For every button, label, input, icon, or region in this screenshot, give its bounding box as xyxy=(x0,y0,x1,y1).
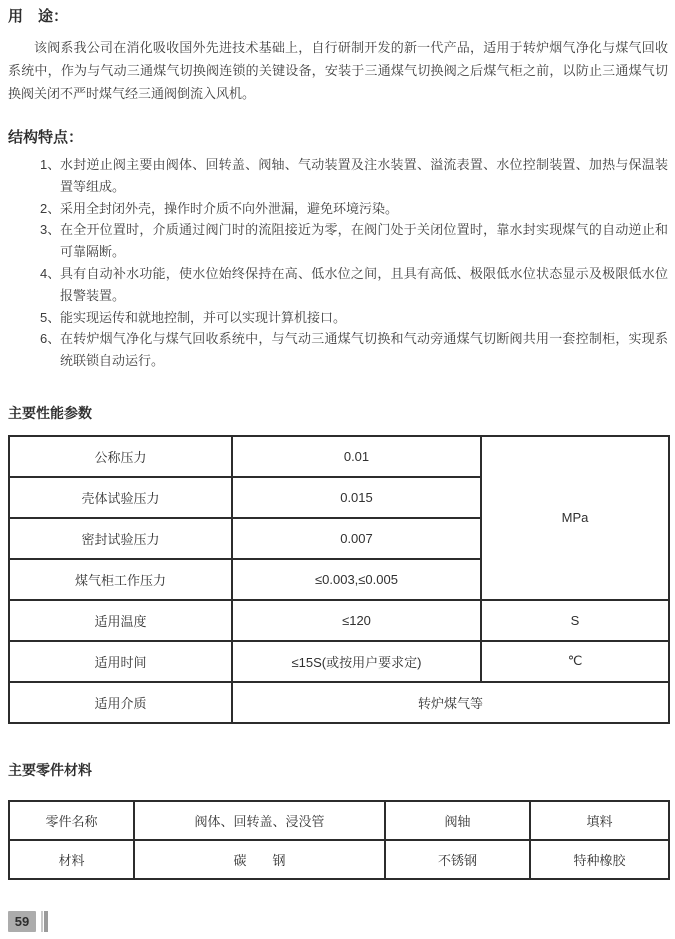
table-row xyxy=(9,840,669,879)
cell-value: ≤120 xyxy=(232,600,481,641)
cell-header: 阀轴 xyxy=(385,801,530,840)
cell-header: 填料 xyxy=(530,801,669,840)
feature-marker: 2、 xyxy=(40,200,61,216)
cell-value: 0.01 xyxy=(232,436,481,477)
materials-table-heading: 主要零件材料 xyxy=(8,761,92,778)
cell-value: 不锈钢 xyxy=(385,840,530,879)
cell-label: 煤气柜工作压力 xyxy=(9,559,232,600)
feature-text: 水封逆止阀主要由阀体、回转盖、阀轴、气动装置及注水装置、溢流表置、水位控制装置、加热与保温装置等组成。 xyxy=(60,157,668,194)
cell-value: ≤15S(或按用户要求定) xyxy=(232,641,481,682)
cell-value: ≤0.003,≤0.005 xyxy=(232,559,481,600)
feature-marker: 6、 xyxy=(40,331,61,347)
cell-label: 壳体试验压力 xyxy=(9,477,232,518)
cell-shared-unit: MPa xyxy=(481,436,669,600)
cell-value: 特种橡胶 xyxy=(530,840,669,879)
page-number-badge: 59 xyxy=(8,911,36,932)
table-row xyxy=(9,641,669,682)
feature-marker: 5、 xyxy=(40,309,61,325)
cell-label: 密封试验压力 xyxy=(9,518,232,559)
cell-value: 材料 xyxy=(9,840,134,879)
feature-text: 采用全封闭外壳，操作时介质不向外泄漏，避免环境污染。 xyxy=(60,200,399,216)
cell-header: 阀体、回转盖、浸没管 xyxy=(134,801,385,840)
performance-table-heading: 主要性能参数 xyxy=(8,404,92,421)
cell-value: 碳 钢 xyxy=(134,840,385,879)
cell-value: 0.015 xyxy=(232,477,481,518)
table-row xyxy=(9,600,669,641)
feature-marker: 4、 xyxy=(40,265,61,281)
feature-marker: 1、 xyxy=(40,157,61,172)
feature-text: 能实现运传和就地控制，并可以实现计算机接口。 xyxy=(60,309,347,325)
table-row xyxy=(9,436,669,477)
performance-table xyxy=(8,435,670,724)
cell-value: 转炉煤气等 xyxy=(232,682,669,723)
cell-value: 0.007 xyxy=(232,518,481,559)
feature-marker: 3、 xyxy=(40,222,61,238)
cell-label: 公称压力 xyxy=(9,436,232,477)
materials-table xyxy=(8,800,670,880)
feature-text: 在转炉烟气净化与煤气回收系统中，与气动三通煤气切换和气动旁通煤气切断阀共用一套控制柜，实现系统联锁自动运行。 xyxy=(60,331,668,369)
feature-item xyxy=(40,154,668,198)
cell-unit: ℃ xyxy=(481,641,669,682)
feature-item xyxy=(40,307,668,329)
footer-stripe xyxy=(41,911,48,932)
table-row xyxy=(9,801,669,840)
feature-item xyxy=(40,328,668,372)
features-list xyxy=(40,154,668,372)
purpose-heading: 用 途： xyxy=(8,8,69,25)
feature-item xyxy=(40,198,668,220)
table-row xyxy=(9,682,669,723)
feature-text: 在全开位置时，介质通过阀门时的流阻接近为零，在阀门处于关闭位置时，靠水封实现煤气的自动逆止和可靠隔断。 xyxy=(60,222,668,260)
cell-header: 零件名称 xyxy=(9,801,134,840)
cell-label: 适用介质 xyxy=(9,682,232,723)
cell-unit: S xyxy=(481,600,669,641)
cell-label: 适用时间 xyxy=(9,641,232,682)
feature-item xyxy=(40,219,668,263)
features-heading: 结构特点： xyxy=(8,129,84,146)
purpose-paragraph: 该阀系我公司在消化吸收国外先进技术基础上，自行研制开发的新一代产品，适用于转炉烟气净化与煤气回收系统中，作为与气动三通煤气切换阀连锁的关键设备，安装于三通煤气切换阀之后煤气柜之前，以防止三通煤气切换阀关闭不严时煤气经三通阀倒流入风机。 xyxy=(8,40,668,101)
feature-text: 具有自动补水功能，使水位始终保持在高、低水位之间，且具有高低、极限低水位状态显示及极限低水位报警装置。 xyxy=(60,265,668,303)
feature-item xyxy=(40,263,668,307)
cell-label: 适用温度 xyxy=(9,600,232,641)
